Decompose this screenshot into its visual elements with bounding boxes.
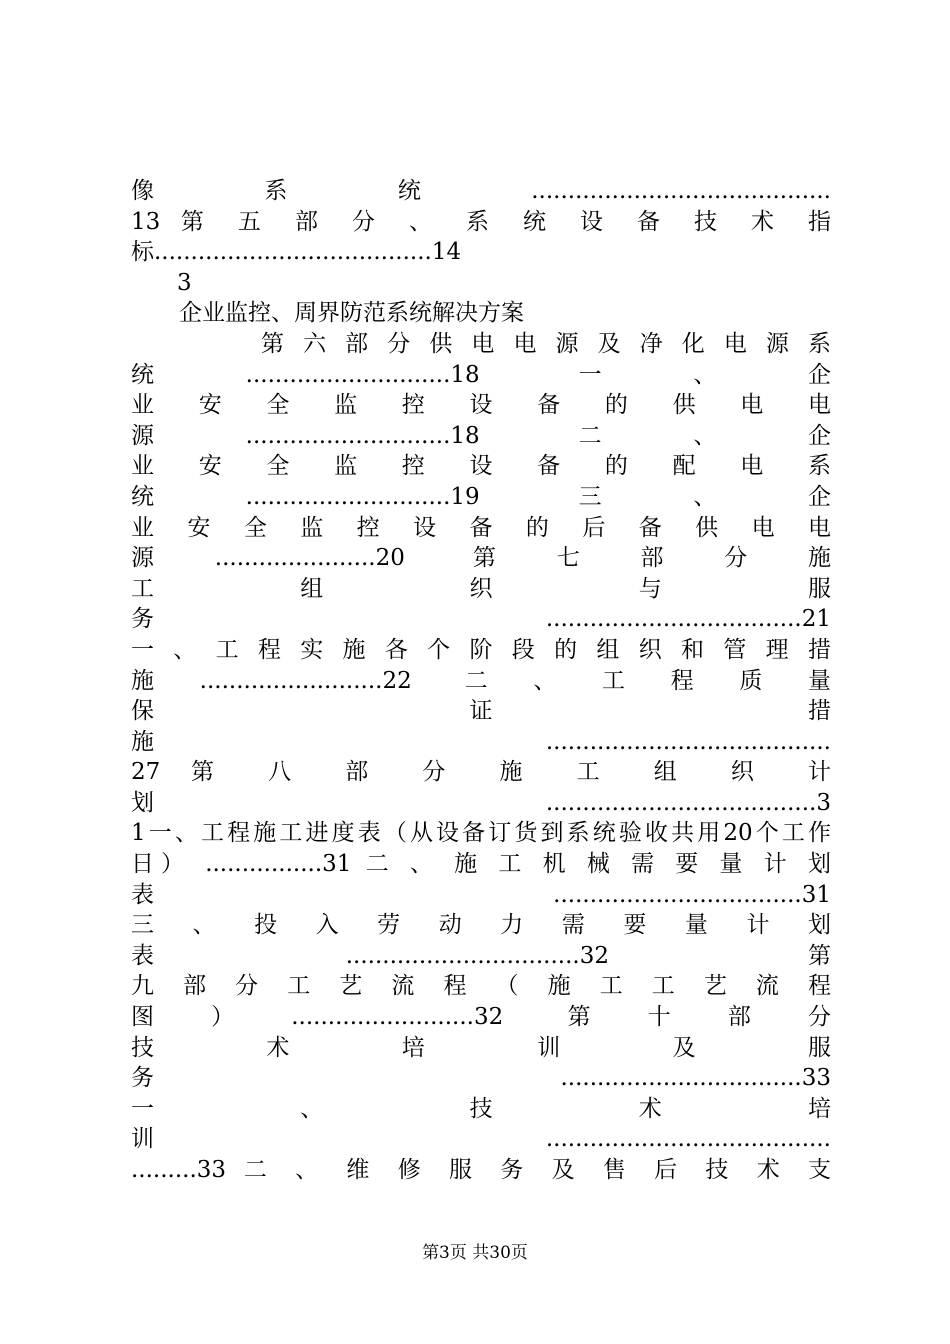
toc-line: 技 术 培 训 及 服 xyxy=(131,1034,831,1061)
toc-line: 施.........................22 二、工程质量 xyxy=(131,667,831,694)
toc-line: 3 xyxy=(177,269,192,296)
toc-line: 统............................19 三、企 xyxy=(131,483,831,510)
toc-line: 九 部 分 工 艺 流 程 （ 施 工 工 艺 流 程 xyxy=(131,973,831,1000)
toc-line: 一 、 工 程 实 施 各 个 阶 段 的 组 织 和 管 理 措 xyxy=(131,636,831,663)
toc-line: 统............................18 一、企 xyxy=(131,361,831,388)
toc-line: 一 、 技 术 培 xyxy=(131,1095,831,1122)
toc-line: 源............................18 二、企 xyxy=(131,422,831,449)
toc-line: 保 证 措 xyxy=(131,698,831,725)
toc-line: .........33 二 、 维 修 服 务 及 售 后 技 术 支 xyxy=(131,1157,831,1183)
toc-line: 工 组 织 与 服 xyxy=(131,575,831,602)
toc-line: 企业监控、周界防范系统解决方案 xyxy=(179,300,524,327)
toc-line: 表................................32 第 xyxy=(131,942,831,969)
toc-line: 表 ..................................31 xyxy=(131,881,831,908)
toc-line: 务...................................21 xyxy=(131,606,831,633)
toc-line: 业 安 全 监 控 设 备 的 供 电 电 xyxy=(131,392,831,419)
toc-line: 施....................................... xyxy=(131,728,831,755)
toc-line: 图）.........................32 第十部分 xyxy=(131,1004,831,1031)
toc-line: 13 第 五 部 分 、 系 统 设 备 技 术 指 xyxy=(131,208,831,235)
toc-line: 务 .................................33 xyxy=(131,1065,831,1092)
toc-line: 源......................20 第七部分施 xyxy=(131,545,831,572)
toc-line: 第 六 部 分 供 电 电 源 及 净 化 电 源 系 xyxy=(261,330,831,357)
toc-line: 三 、 投 入 劳 动 力 需 要 量 计 划 xyxy=(131,912,831,939)
toc-line: 业 安 全 监 控 设 备 的 后 备 供 电 电 xyxy=(131,514,831,541)
toc-line: 日） ................31 二 、 施 工 机 械 需 要 量 计 划 xyxy=(131,851,831,878)
toc-line: 1一、工程施工进度表（从设备订货到系统验收共用20个工作 xyxy=(131,820,831,847)
toc-line: 标......................................14 xyxy=(131,239,462,266)
toc-line: 27 第 八 部 分 施 工 组 织 计 xyxy=(131,759,831,786)
toc-line: 业 安 全 监 控 设 备 的 配 电 系 xyxy=(131,453,831,480)
toc-line: 划.....................................3 xyxy=(131,789,831,816)
page-footer: 第3页 共30页 xyxy=(422,1243,528,1263)
toc-line: 训....................................... xyxy=(131,1126,831,1153)
toc-line: 像系统......................................... xyxy=(131,178,831,204)
table-of-contents-text xyxy=(131,176,831,1186)
